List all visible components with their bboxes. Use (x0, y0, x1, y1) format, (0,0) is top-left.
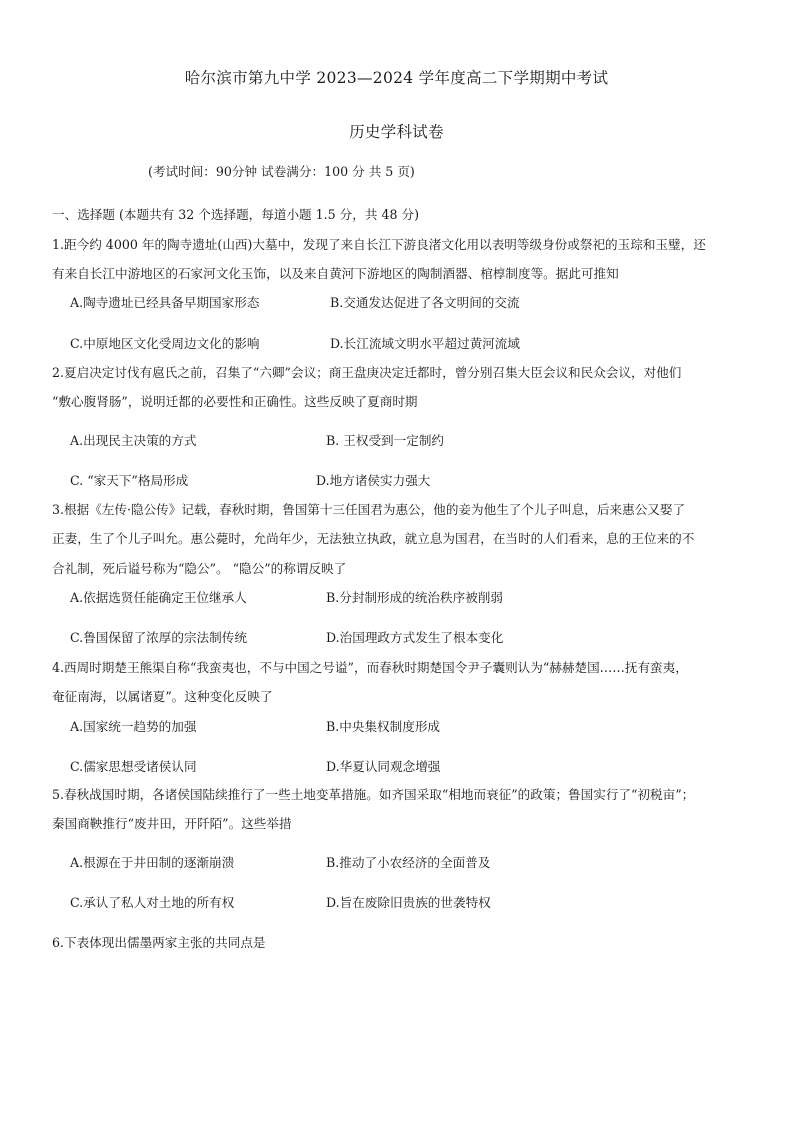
question-4-option-a: A.国家统一趋势的加强 (70, 719, 197, 734)
question-1-option-d: D.长江流域文明水平超过黄河流域 (330, 336, 520, 351)
question-4-option-c: C.儒家思想受诸侯认同 (70, 759, 197, 774)
question-1-option-b: B.交通发达促进了各文明间的交流 (330, 295, 520, 310)
question-4-line-2: 奄征南海，以属诸夏”。这种变化反映了 (52, 689, 273, 704)
exam-meta: (考试时间：90分钟 试卷满分：100 分 共 5 页) (148, 164, 415, 179)
section-heading: 一、选择题 (本题共有 32 个选择题，每道小题 1.5 分，共 48 分) (52, 207, 419, 222)
question-1-line-1: 1.距今约 4000 年的陶寺遗址(山西)大墓中，发现了来自长江下游良渚文化用以表明等级身份或祭祀的玉琮和玉璧，还 (52, 237, 706, 252)
question-1-option-a: A.陶寺遗址已经具备早期国家形态 (70, 295, 260, 310)
question-5-option-c: C.承认了私人对土地的所有权 (70, 895, 235, 910)
question-2-option-c: C. “家天下”格局形成 (70, 473, 189, 488)
question-5-line-2: 秦国商鞅推行“废井田，开阡陌”。这些举措 (52, 816, 292, 831)
question-3-option-a: A.依据选贤任能确定王位继承人 (70, 590, 247, 605)
subject-title: 历史学科试卷 (349, 123, 444, 141)
question-2-line-1: 2.夏启决定讨伐有扈氏之前，召集了“六卿”会议；商王盘庚决定迁都时，曾分别召集大臣会议和民众会议，对他们 (52, 365, 682, 380)
question-3-option-b: B.分封制形成的统治秩序被削弱 (326, 590, 503, 605)
question-3-line-2: 正妻，生了个儿子叫允。惠公薨时，允尚年少，无法独立执政，就立息为国君，在当时的人们看来，息的王位来的不 (52, 531, 695, 546)
question-1-line-2: 有来自长江中游地区的石家河文化玉饰，以及来自黄河下游地区的陶制酒器、棺椁制度等。据此可推知 (52, 266, 619, 281)
question-2-option-a: A.出现民主决策的方式 (70, 433, 197, 448)
question-1-option-c: C.中原地区文化受周边文化的影响 (70, 336, 260, 351)
exam-title: 哈尔滨市第九中学 2023—2024 学年度高二下学期期中考试 (184, 69, 609, 87)
question-5-line-1: 5.春秋战国时期，各诸侯国陆续推行了一些土地变革措施。如齐国采取“相地而衰征”的政策；鲁国实行了“初税亩”； (52, 787, 695, 802)
question-5-option-a: A.根源在于井田制的逐渐崩溃 (70, 855, 235, 870)
question-3-option-c: C.鲁国保留了浓厚的宗法制传统 (70, 630, 247, 645)
question-3-option-d: D.治国理政方式发生了根本变化 (326, 630, 504, 645)
question-5-option-d: D.旨在废除旧贵族的世袭特权 (326, 895, 491, 910)
question-5-option-b: B.推动了小农经济的全面普及 (326, 855, 491, 870)
question-2-option-b: B. 王权受到一定制约 (326, 433, 445, 448)
question-4-line-1: 4.西周时期楚王熊渠自称“我蛮夷也，不与中国之号谥”，而春秋时期楚国令尹子囊则认为“赫赫楚国……抚有蛮夷， (52, 660, 688, 675)
question-2-line-2: “敷心腹肾肠”，说明迁都的必要性和正确性。这些反映了夏商时期 (52, 394, 418, 409)
question-4-option-b: B.中央集权制度形成 (326, 719, 441, 734)
question-6-line-1: 6.下表体现出儒墨两家主张的共同点是 (52, 935, 266, 950)
question-2-option-d: D.地方诸侯实力强大 (316, 473, 431, 488)
question-3-line-1: 3.根据《左传·隐公传》记载，春秋时期，鲁国第十三任国君为惠公，他的妾为他生了个儿子叫息，后来惠公又娶了 (52, 502, 686, 517)
question-4-option-d: D.华夏认同观念增强 (326, 759, 441, 774)
question-3-line-3: 合礼制，死后谥号称为“隐公”。 “隐公”的称谓反映了 (52, 561, 347, 576)
